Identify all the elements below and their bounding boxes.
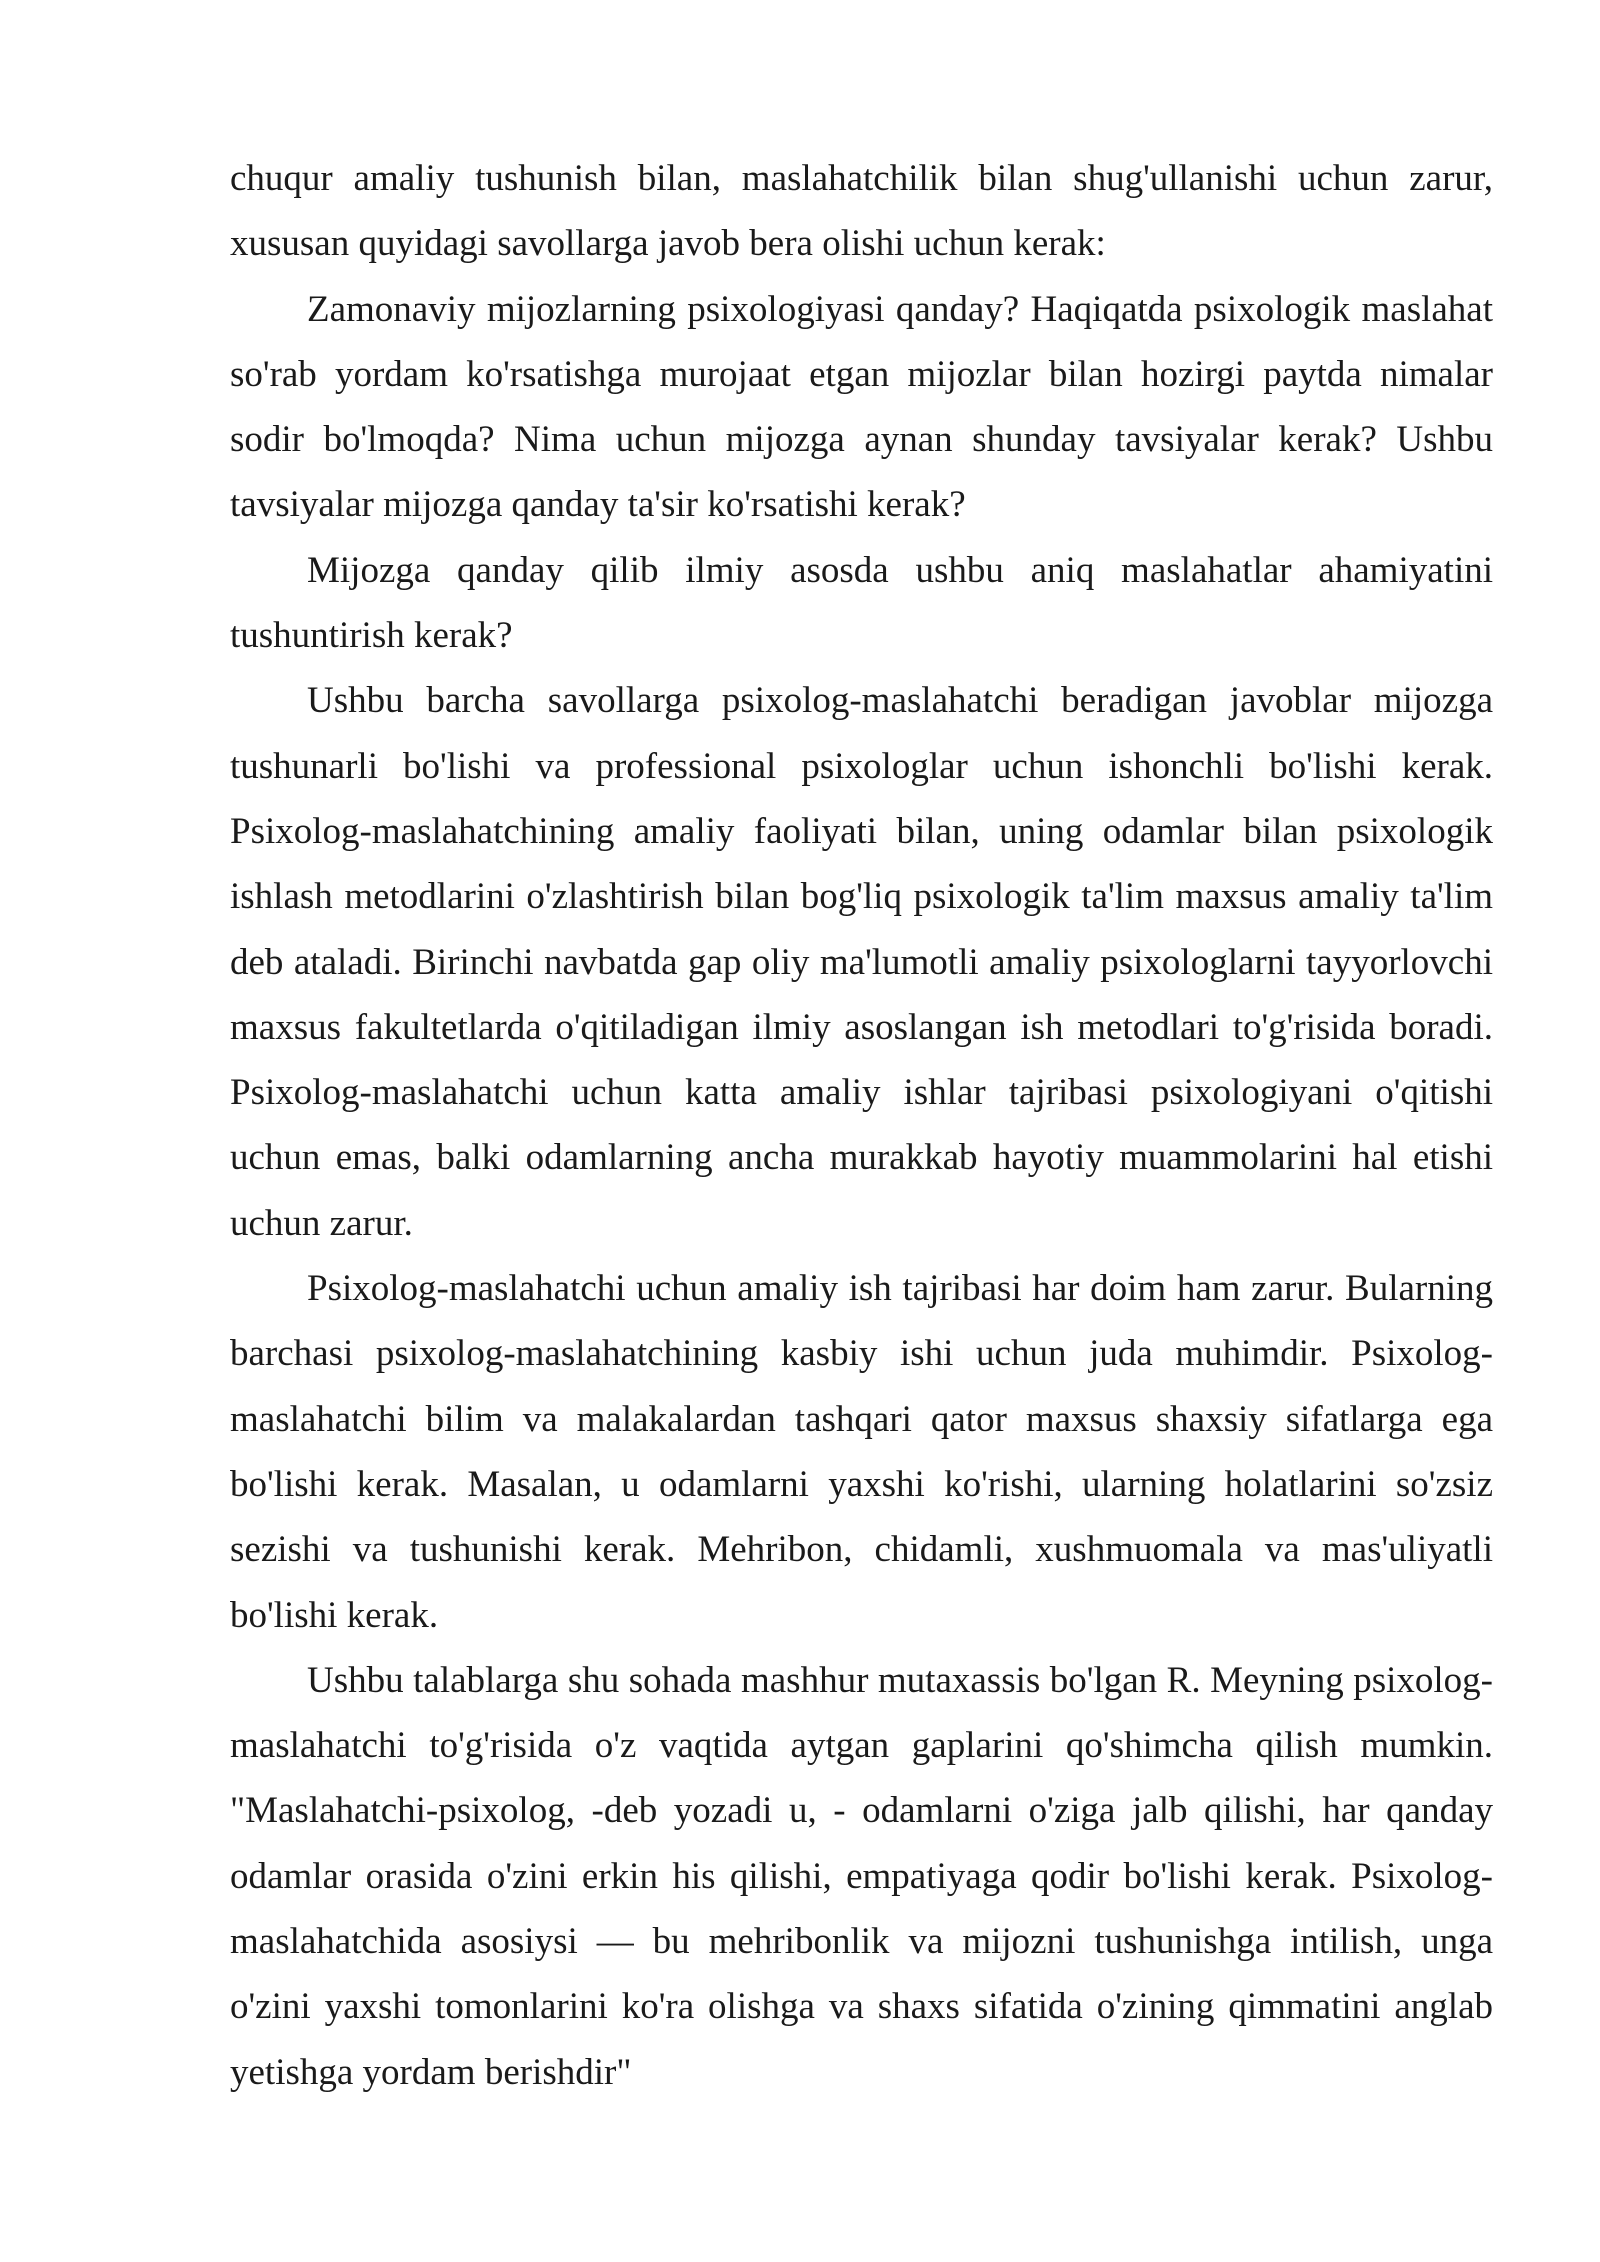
paragraph-may-quote: Ushbu talablarga shu sohada mashhur mutaxassis bo'lgan R. Meyning psixolog-maslahatchi to'g'risida o'z vaqtida aytgan gaplarini qo'shimcha qilish mumkin. "Maslahatchi-psixolog, -deb yozadi u, - odamlarni o'ziga jalb qilishi, har qanday odamlar orasida o'zini erkin his qilishi, empatiyaga qodir bo'lishi kerak. Psixolog-maslahatchida asosiysi — bu mehribonlik va mijozni tushunishga intilish, unga o'zini yaxshi tomonlarini ko'ra olishga va shaxs sifatida o'zining qimmatini anglab yetishga yordam berishdir" xyxy=(230,1659,1493,2093)
paragraph-questions: Zamonaviy mijozlarning psixologiyasi qanday? Haqiqatda psixologik maslahat so'rab yordam ko'rsatishga murojaat etgan mijozlar bilan hozirgi paytda nimalar sodir bo'lmoqda? Nima uchun mijozga aynan shunday tavsiyalar kerak? Ushbu tavsiyalar mijozga qanday ta'sir ko'rsatishi kerak? xyxy=(230,288,1493,526)
paragraph-scientific-basis: Mijozga qanday qilib ilmiy asosda ushbu aniq maslahatlar ahamiyatini tushuntirish kerak? xyxy=(230,549,1493,657)
paragraph-practical-training: Ushbu barcha savollarga psixolog-maslahatchi beradigan javoblar mijozga tushunarli bo'lishi va professional psixologlar uchun ishonchli bo'lishi kerak. Psixolog-maslahatchining amaliy faoliyati bilan, uning odamlar bilan psixologik ishlash metodlarini o'zlashtirish bilan bog'liq psixologik ta'lim maxsus amaliy ta'lim deb ataladi. Birinchi navbatda gap oliy ma'lumotli amaliy psixologlarni tayyorlovchi maxsus fakultetlarda o'qitiladigan ilmiy asoslangan ish metodlari to'g'risida boradi. Psixolog-maslahatchi uchun katta amaliy ishlar tajribasi psixologiyani o'qitishi uchun emas, balki odamlarning ancha murakkab hayotiy muammolarini hal etishi uchun zarur. xyxy=(230,680,1493,1244)
document-body xyxy=(230,146,1493,2105)
paragraph-personal-qualities: Psixolog-maslahatchi uchun amaliy ish tajribasi har doim ham zarur. Bularning barchasi psixolog-maslahatchining kasbiy ishi uchun juda muhimdir. Psixolog-maslahatchi bilim va malakalardan tashqari qator maxsus shaxsiy sifatlarga ega bo'lishi kerak. Masalan, u odamlarni yaxshi ko'rishi, ularning holatlarini so'zsiz sezishi va tushunishi kerak. Mehribon, chidamli, xushmuomala va mas'uliyatli bo'lishi kerak. xyxy=(230,1268,1493,1636)
paragraph-continuation: chuqur amaliy tushunish bilan, maslahatchilik bilan shug'ullanishi uchun zarur, xususan quyidagi savollarga javob bera olishi uchun kerak: xyxy=(230,158,1493,265)
